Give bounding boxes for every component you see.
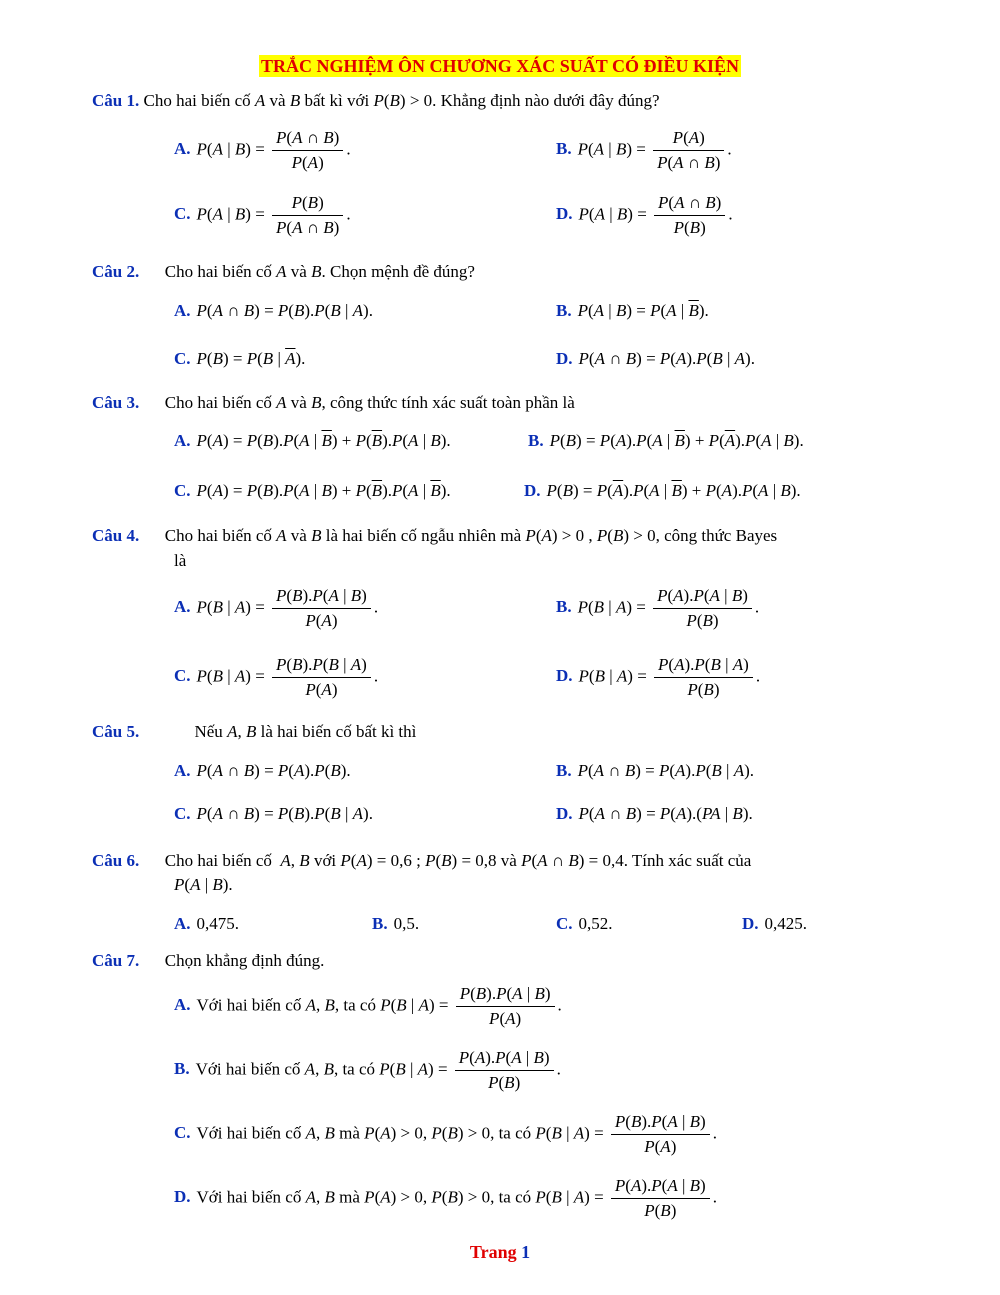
question-4-cont: là (174, 551, 187, 570)
q3-option-a: A. P(A) = P(B).P(A | $\overline{B}) + P(\overline{B}).P(A$ | B). (174, 431, 451, 450)
question-7: Câu 7. Chọn khẳng định đúng. (92, 951, 325, 970)
question-6: Câu 6. Cho hai biến cố A, B với P(A) = 0,6 ; P(B) = 0,8 và P(A ∩ B) = 0,4. Tính xác suất của (92, 851, 752, 870)
question-number: Câu 3. (92, 393, 140, 412)
question-3: Câu 3. Cho hai biến cố A và B, công thức tính xác suất toàn phần là (92, 393, 575, 412)
q5-option-a: A. P(A ∩ B) = P(A).P(B). (174, 761, 351, 780)
q4-option-c: C. P(B | A) = $\frac{P(B).P(B | A)}{P(A)}$ . (174, 655, 379, 699)
q1-option-d: D. P(A | B) = $\frac{P(A \cap B)}{P(B)}$ . (556, 193, 733, 237)
question-number: Câu 6. (92, 851, 140, 870)
q2-option-b: B. P(A | B) = P(A | $\overline{B}$). (556, 301, 709, 320)
question-number: Câu 4. (92, 526, 140, 545)
q2-option-a: A. P(A ∩ B) = P(B).P(B | A). (174, 301, 373, 320)
q5-option-b: B. P(A ∩ B) = P(A).P(B | A). (556, 761, 755, 780)
question-number: Câu 1. (92, 91, 140, 110)
question-number: Câu 2. (92, 262, 140, 281)
question-number: Câu 7. (92, 951, 140, 970)
q1-option-c: C. P(A | B) = $\frac{P(B)}{P(A \cap B)}$ . (174, 193, 351, 237)
q7-option-b: B. Với hai biến cố A, B, ta có P(B | A) = $\frac{P(A).P(A | B)}{P(B)}$ . (174, 1048, 561, 1092)
question-1: Câu 1. Cho hai biến cố A và B bất kì với P(B) > 0. Khẳng định nào dưới đây đúng? (92, 91, 660, 110)
page-number: Trang 1 (469, 1242, 531, 1262)
q2-option-c: C. P(B) = P(B | $\overline{A}$). (174, 349, 306, 368)
question-5: Câu 5. Nếu A, B là hai biến cố bất kì thì (92, 722, 417, 741)
q3-option-b: B. P(B) = P(A).P(A | $\overline{B}) + P(\overline{A}).P(A$ | B). (528, 431, 804, 450)
q4-option-a: A. P(B | A) = $\frac{P(B).P(A | B)}{P(A)}$ . (174, 586, 379, 630)
q5-option-d: D. P(A ∩ B) = P(A).(PA | B). (556, 804, 753, 823)
q2-option-d: D. P(A ∩ B) = P(A).P(B | A). (556, 349, 755, 368)
q6-option-c: C. 0,52. (556, 914, 613, 933)
q7-option-d: D. Với hai biến cố A, B mà P(A) > 0, P(B) > 0, ta có P(B | A) = $\frac{P(A).P(A | B)}{P(B)}$ . (174, 1176, 717, 1220)
q1-option-a: A. P(A | B) = $\frac{P(A \cap B)}{P(A)}$ . (174, 128, 351, 172)
q4-option-d: D. P(B | A) = $\frac{P(A).P(B | A)}{P(B)}$ . (556, 655, 761, 699)
question-number: Câu 5. (92, 722, 140, 741)
q7-option-a: A. Với hai biến cố A, B, ta có P(B | A) = $\frac{P(B).P(A | B)}{P(A)}$ . (174, 984, 562, 1028)
question-2: Câu 2. Cho hai biến cố A và B. Chọn mệnh đề đúng? (92, 262, 475, 281)
q5-option-c: C. P(A ∩ B) = P(B).P(B | A). (174, 804, 373, 823)
q4-option-b: B. P(B | A) = $\frac{P(A).P(A | B)}{P(B)}$ . (556, 586, 760, 630)
q3-option-c: C. P(A) = P(B).P(A | $B) + P(\overline{B}).P(A$ | $\overline{B}$). (174, 481, 451, 500)
question-4: Câu 4. Cho hai biến cố A và B là hai biến cố ngẫu nhiên mà P(A) > 0 , P(B) > 0, công thức Bayes (92, 526, 778, 545)
q7-option-c: C. Với hai biến cố A, B mà P(A) > 0, P(B) > 0, ta có P(B | A) = $\frac{P(B).P(A | B)}{P(A)}$ . (174, 1112, 717, 1156)
q3-option-d: D. $P(B) = P(\overline{A}).P(A$ | $\overline{B}) + P(A).P(A$ | B). (524, 481, 801, 500)
q6-option-a: A. 0,475. (174, 914, 240, 933)
q6-option-b: B. 0,5. (372, 914, 420, 933)
question-6-cont: P(A | B). (174, 875, 233, 894)
q1-option-b: B. P(A | B) = $\frac{P(A)}{P(A \cap B)}$ . (556, 128, 732, 172)
q6-option-d: D. 0,425. (742, 914, 808, 933)
page-title: TRẮC NGHIỆM ÔN CHƯƠNG XÁC SUẤT CÓ ĐIỀU KIỆN (260, 56, 740, 76)
